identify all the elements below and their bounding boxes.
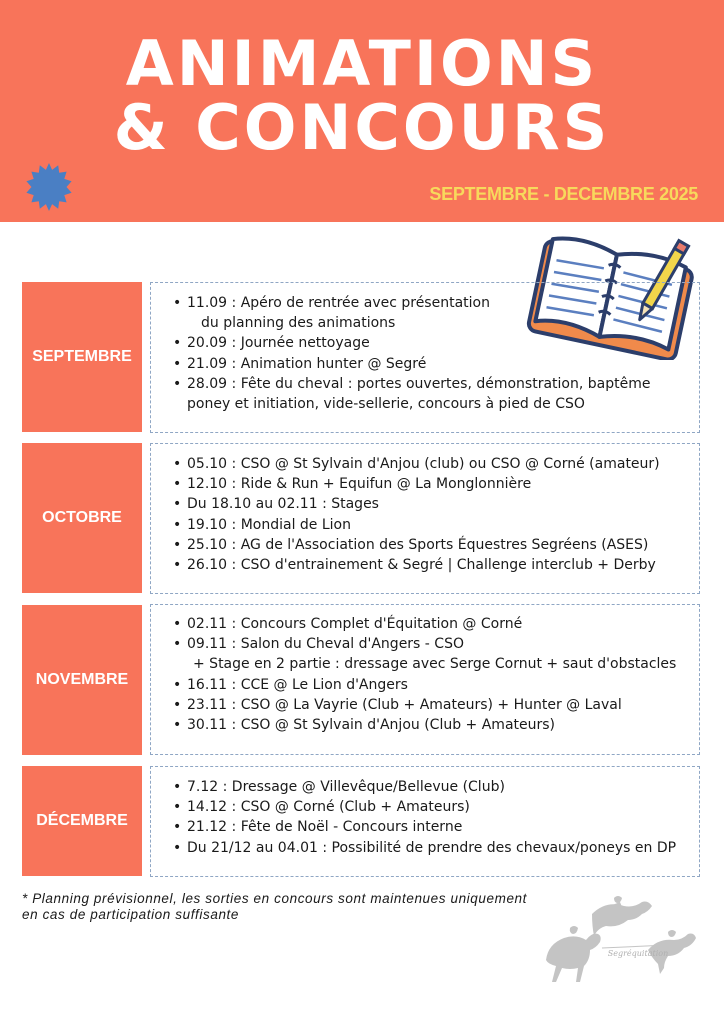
events-octobre <box>150 443 700 594</box>
header-banner <box>0 0 724 222</box>
list-item: • 25.10 : AG de l'Association des Sports Équestres Segréens (ASES) <box>167 535 691 555</box>
list-item: • 21.09 : Animation hunter @ Segré <box>167 354 691 374</box>
list-item: • 7.12 : Dressage @ Villevêque/Bellevue (Club) <box>167 777 691 797</box>
list-item: • 05.10 : CSO @ St Sylvain d'Anjou (club) ou CSO @ Corné (amateur) <box>167 454 691 474</box>
list-item: • 11.09 : Apéro de rentrée avec présentation du planning des animations <box>167 293 691 333</box>
list-item: • 30.11 : CSO @ St Sylvain d'Anjou (Club + Amateurs) <box>167 715 691 735</box>
events-septembre <box>150 282 700 433</box>
footnote: * Planning prévisionnel, les sorties en concours sont maintenues uniquement en cas de participation suffisante <box>22 891 528 922</box>
events-novembre <box>150 604 700 755</box>
month-label-octobre: OCTOBRE <box>22 443 142 593</box>
list-item: • 28.09 : Fête du cheval : portes ouvertes, démonstration, baptême poney et initiation, vide-sellerie, concours à pied de CSO <box>167 374 691 414</box>
title-line-2: & CONCOURS <box>113 91 611 164</box>
month-label-decembre: DÉCEMBRE <box>22 766 142 876</box>
logo-text: Segréquitation <box>607 949 669 958</box>
list-item: • 21.12 : Fête de Noël - Concours interne <box>167 817 691 837</box>
list-item: • 23.11 : CSO @ La Vayrie (Club + Amateurs) + Hunter @ Laval <box>167 695 691 715</box>
star-badge-icon <box>24 162 74 212</box>
list-item: • Du 18.10 au 02.11 : Stages <box>167 494 691 514</box>
list-item: • 26.10 : CSO d'entrainement & Segré | Challenge interclub + Derby <box>167 555 691 575</box>
month-label-novembre: NOVEMBRE <box>22 605 142 755</box>
show-jumping-horse-logo-icon <box>540 888 708 984</box>
list-item: • 16.11 : CCE @ Le Lion d'Angers <box>167 675 691 695</box>
period-label: SEPTEMBRE - DECEMBRE 2025 <box>429 184 698 204</box>
list-item: • 19.10 : Mondial de Lion <box>167 515 691 535</box>
title-line-1: ANIMATIONS <box>125 27 599 100</box>
list-item: • Du 21/12 au 04.01 : Possibilité de prendre des chevaux/poneys en DP <box>167 838 691 858</box>
list-item: • 09.11 : Salon du Cheval d'Angers - CSO + Stage en 2 partie : dressage avec Serge Cornut + saut d'obstacles <box>167 634 691 674</box>
list-item: • 14.12 : CSO @ Corné (Club + Amateurs) <box>167 797 691 817</box>
events-decembre <box>150 766 700 877</box>
list-item: • 12.10 : Ride & Run + Equifun @ La Monglonnière <box>167 474 691 494</box>
list-item: • 02.11 : Concours Complet d'Équitation @ Corné <box>167 614 691 634</box>
list-item: • 20.09 : Journée nettoyage <box>167 333 691 353</box>
month-label-septembre: SEPTEMBRE <box>22 282 142 432</box>
